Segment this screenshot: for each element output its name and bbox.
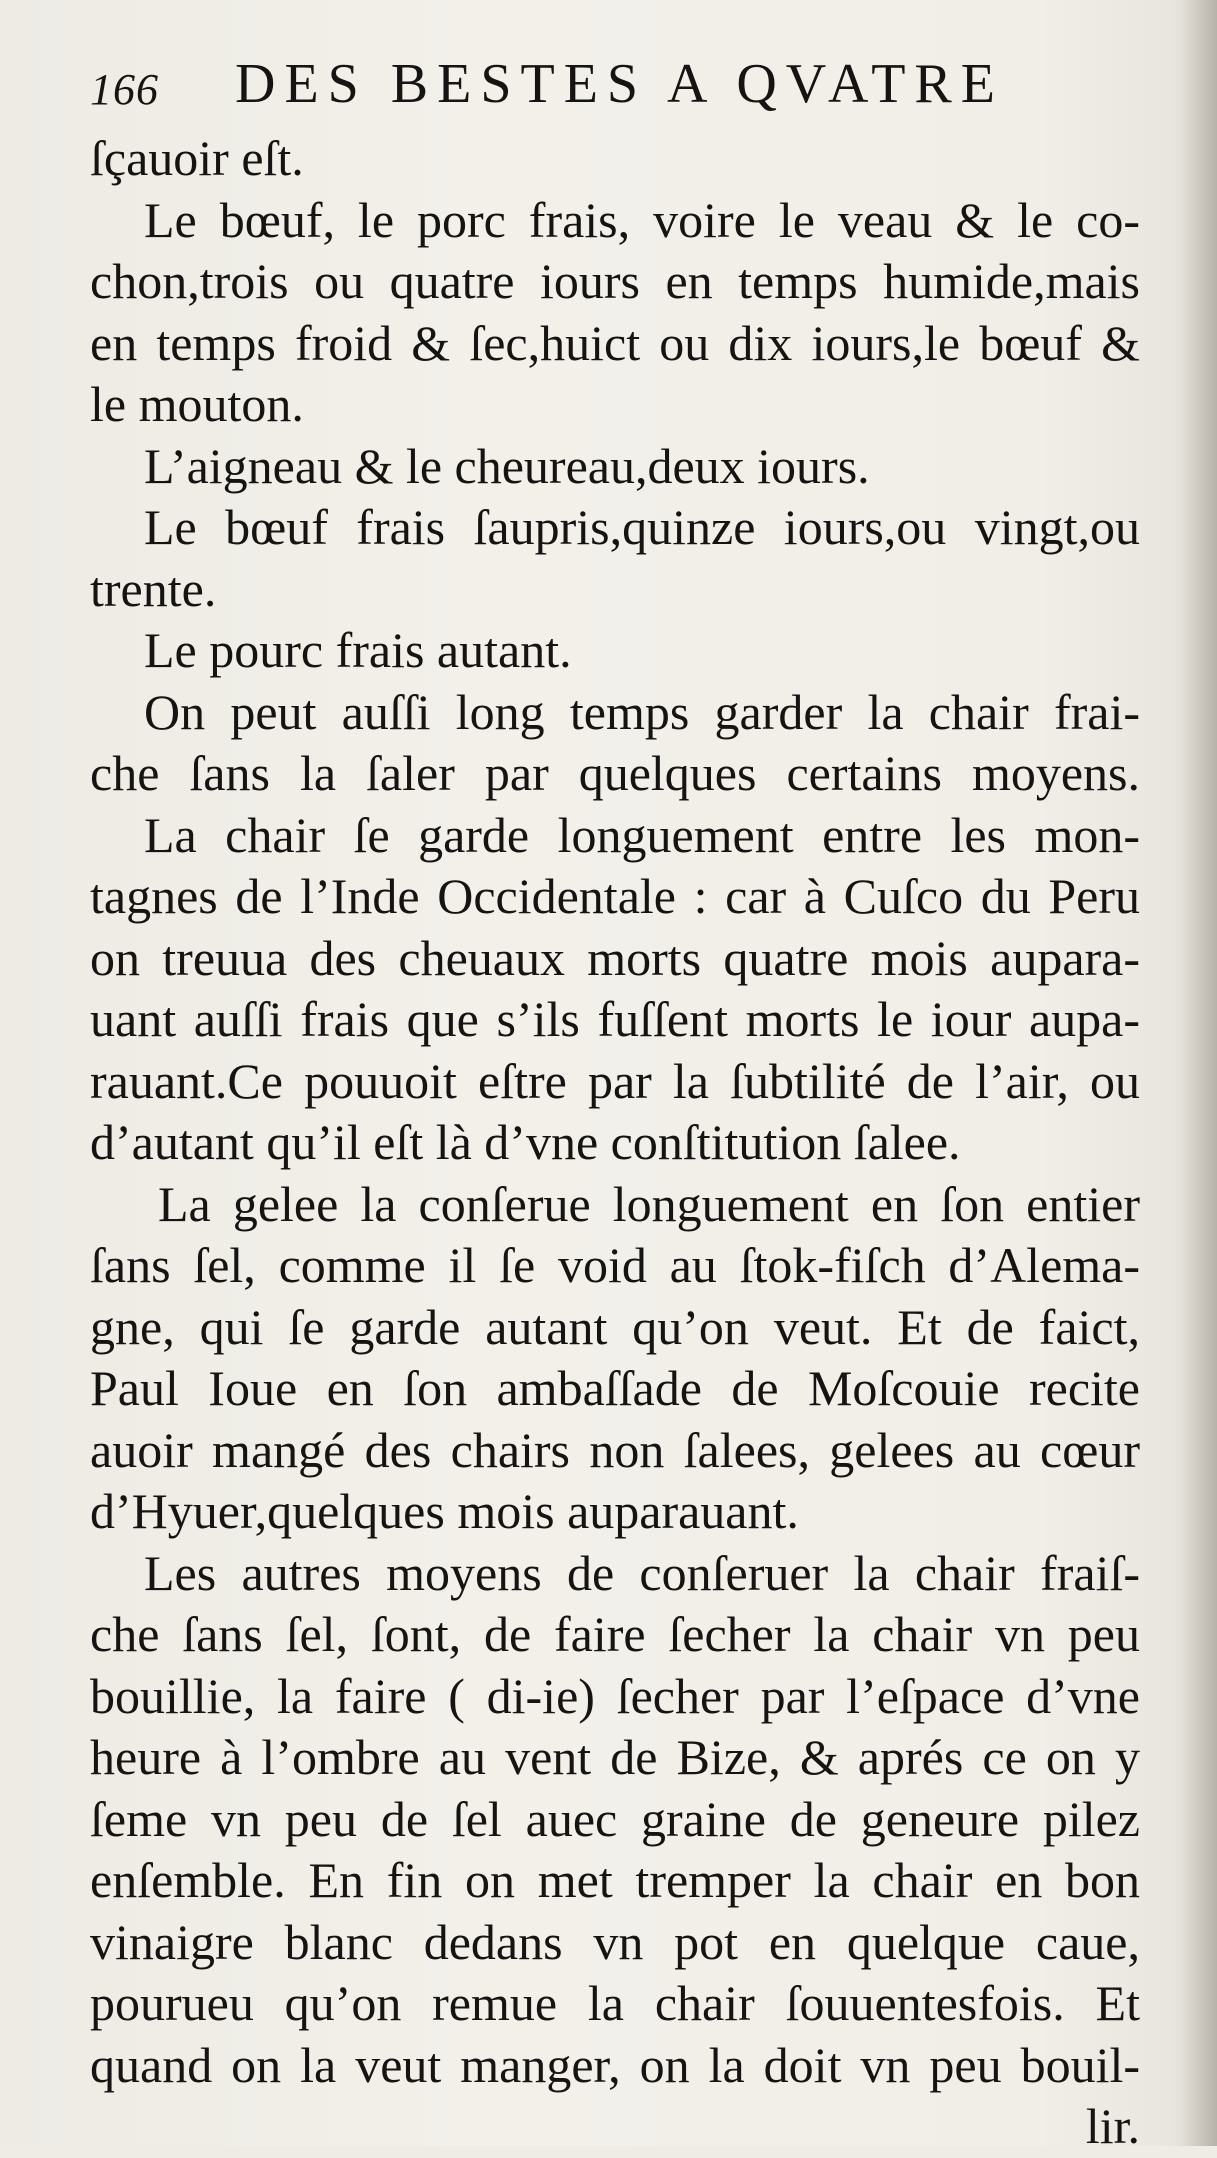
text-line: Les autres moyens de conſeruer la chair fraiſ- [144, 1544, 1140, 1601]
text-line: Paul Ioue en ſon ambaſſade de Moſcouie recite [90, 1360, 1140, 1416]
text-line: ſçauoir eſt. [90, 130, 304, 186]
text-line: che ſans la ſaler par quelques certains moyens. [90, 745, 1140, 801]
text-line: L’aigneau & le cheureau,deux iours. [144, 437, 870, 494]
text-line: d’autant qu’il eſt là d’vne conſtitution ſalee. [90, 1114, 961, 1170]
text-line: en temps froid & ſec,huict ou dix iours,le bœuf & [90, 314, 1140, 371]
text-line: tagnes de l’Inde Occidentale : car à Cuſco du Peru [90, 868, 1140, 924]
text-line: trente. [90, 560, 217, 617]
text-line: bouillie, la faire ( di-ie) ſecher par l’eſpace d’vne [90, 1667, 1140, 1724]
text-line: vinaigre blanc dedans vn pot en quelque caue, [90, 1913, 1140, 1970]
text-line: pourueu qu’on remue la chair ſouuentesfois. Et [90, 1975, 1140, 2031]
text-line: chon,trois ou quatre iours en temps humide,mais [90, 253, 1140, 309]
text-line: On peut auſſi long temps garder la chair frai- [144, 683, 1140, 740]
text-line: Le pourc frais autant. [144, 622, 572, 678]
text-line: ſans ſel, comme il ſe void au ſtok-fiſch d’Alema- [90, 1237, 1140, 1293]
text-line: quand on la veut manger, on la doit vn peu bouil- [90, 2036, 1140, 2093]
text-line: heure à l’ombre au vent de Bize, & aprés ce on y [90, 1729, 1140, 1785]
page-number: 166 [90, 65, 159, 114]
page-header [90, 48, 1140, 128]
text-line: Le bœuf, le porc frais, voire le veau & le co- [144, 191, 1140, 248]
text-line: ſeme vn peu de ſel auec graine de geneure pilez [90, 1790, 1140, 1847]
text-line: auoir mangé des chairs non ſalees, gelees au cœur [90, 1421, 1140, 1478]
page-gutter-shadow [1181, 0, 1217, 2146]
running-title: DES BESTES A QVATRE [235, 53, 1004, 115]
text-line: on treuua des cheuaux morts quatre mois aupara- [90, 929, 1140, 986]
text-line: enſemble. En fin on met tremper la chair en bon [90, 1852, 1140, 1908]
text-line: La gelee la conſerue longuement en ſon entier [158, 1175, 1140, 1232]
text-line: lir. [1085, 2098, 1140, 2154]
text-line: Le bœuf frais ſaupris,quinze iours,ou vingt,ou [144, 499, 1140, 555]
text-line: La chair ſe garde longuement entre les mon- [144, 806, 1140, 863]
text-line: rauant.Ce pouuoit eſtre par la ſubtilité de l’air, ou [90, 1052, 1140, 1109]
text-line: le mouton. [90, 376, 304, 432]
page-text-block [90, 48, 1140, 2158]
text-line: uant auſſi frais que s’ils fuſſent morts le iour aupa- [90, 991, 1140, 1047]
text-line: che ſans ſel, ſont, de faire ſecher la chair vn peu [90, 1606, 1140, 1662]
text-line: gne, qui ſe garde autant qu’on veut. Et de faict, [90, 1298, 1140, 1355]
text-line: d’Hyuer,quelques mois auparauant. [90, 1483, 799, 1539]
